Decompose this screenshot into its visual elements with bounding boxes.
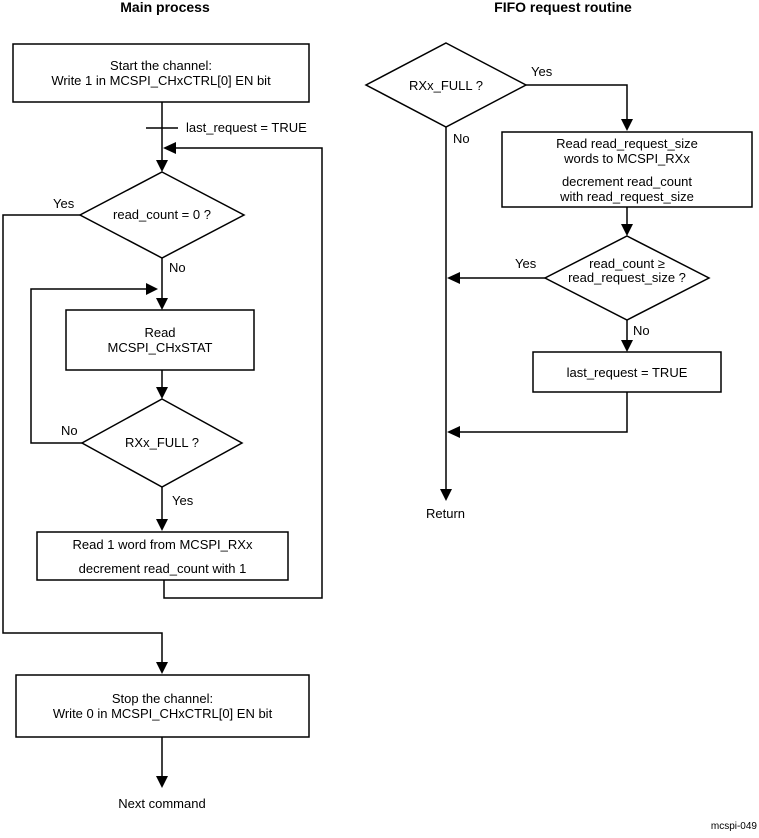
main-process-title: Main process — [120, 0, 210, 15]
connector-lastrequest-to-return-line — [447, 392, 627, 438]
arrowhead-right-icon — [146, 283, 158, 295]
readrequest-box-line3: decrement read_count — [561, 173, 693, 189]
rxfull-yes-label: Yes — [172, 493, 194, 508]
connector-fifo-no-to-return — [440, 127, 452, 501]
connector-start-to-readcount — [146, 102, 178, 172]
size-decision-label — [547, 257, 707, 285]
return-label: Return — [426, 506, 466, 521]
size-decision-line1: read_count ≥ — [589, 256, 665, 271]
lastrequest-box: last_request = TRUE — [566, 364, 688, 380]
next-command-label: Next command — [118, 796, 206, 811]
rxfull-decision-label: RXx_FULL ? — [125, 435, 199, 450]
size-no-label: No — [633, 323, 650, 338]
size-yes-label: Yes — [515, 256, 537, 271]
rxfull-no-label: No — [61, 423, 78, 438]
readrequest-box-line2: words to MCSPI_RXx — [564, 150, 690, 166]
readcount-no-label: No — [169, 260, 186, 275]
arrowhead-down-icon — [156, 387, 168, 399]
readrequest-box-group1 — [556, 136, 698, 166]
start-box-line1: Start the channel: — [110, 58, 212, 73]
readrequest-box — [502, 132, 752, 207]
arrowhead-left-icon — [163, 142, 176, 154]
stop-box — [16, 675, 309, 737]
readstat-box-line2: MCSPI_CHxSTAT — [107, 340, 213, 355]
connector-rxfull-yes-to-readword — [156, 487, 168, 531]
arrowhead-left-icon — [447, 272, 460, 284]
readstat-box-line1: Read — [144, 325, 176, 340]
readword-box — [37, 532, 288, 580]
start-box — [13, 44, 309, 102]
fifo-routine-title: FIFO request routine — [494, 0, 632, 15]
arrowhead-down-icon — [621, 340, 633, 352]
arrowhead-down-icon — [156, 662, 168, 674]
readstat-box — [66, 310, 254, 370]
arrowhead-down-icon — [621, 224, 633, 236]
connector-stop-to-next — [156, 737, 168, 788]
readrequest-box-line4: with read_request_size — [560, 188, 694, 204]
readrequest-box-group2 — [560, 174, 694, 204]
connector-readstat-to-rxfull — [156, 370, 168, 399]
readword-box-line1: Read 1 word from MCSPI_RXx — [72, 536, 253, 552]
connector-size-no-to-lastrequest — [621, 320, 633, 352]
arrowhead-down-icon — [156, 519, 168, 531]
stop-box-line2: Write 0 in MCSPI_CHxCTRL[0] EN bit — [52, 706, 273, 721]
arrowhead-left-icon — [447, 426, 460, 438]
connector-size-yes-to-return-line — [447, 272, 545, 284]
fifo-rxfull-no-label: No — [453, 131, 470, 146]
size-decision-line2: read_request_size ? — [568, 270, 686, 285]
readcount-decision-label: read_count = 0 ? — [113, 207, 211, 222]
arrowhead-down-icon — [156, 776, 168, 788]
connector-readcount-no-to-readstat — [156, 258, 168, 310]
stop-box-line1: Stop the channel: — [111, 691, 214, 706]
connector-readrequest-to-size — [621, 207, 633, 236]
arrowhead-down-icon — [156, 298, 168, 310]
connector-fifo-yes-to-readrequest — [526, 85, 633, 131]
figure-id-label: mcspi-049 — [710, 821, 757, 832]
fifo-rxfull-decision-label: RXx_FULL ? — [409, 78, 483, 93]
readcount-yes-label: Yes — [53, 196, 75, 211]
arrowhead-down-icon — [156, 160, 168, 172]
last-request-annotation: last_request = TRUE — [186, 120, 307, 135]
start-box-line2: Write 1 in MCSPI_CHxCTRL[0] EN bit — [51, 73, 271, 88]
readword-box-line2: decrement read_count with 1 — [78, 560, 247, 576]
fifo-rxfull-yes-label: Yes — [531, 64, 553, 79]
arrowhead-down-icon — [440, 489, 452, 501]
arrowhead-down-icon — [621, 119, 633, 131]
readrequest-box-line1: Read read_request_size — [556, 135, 698, 151]
